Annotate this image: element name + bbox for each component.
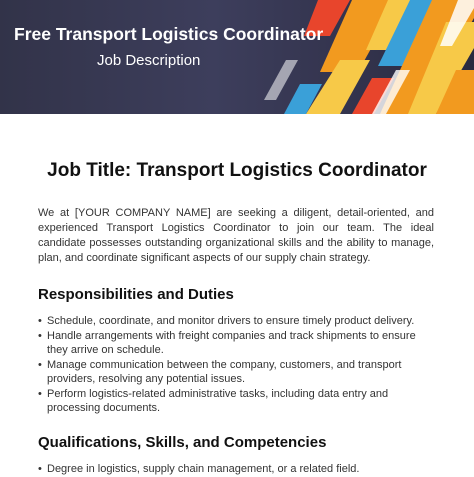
responsibilities-list — [38, 314, 434, 416]
responsibilities-heading: Responsibilities and Duties — [38, 286, 234, 303]
list-item — [38, 358, 434, 386]
list-item-text: Handle arrangements with freight companies and track shipments to ensure they arrive on schedule. — [47, 330, 416, 356]
bullet-icon: • — [38, 388, 42, 400]
bullet-icon: • — [38, 330, 42, 342]
qualifications-list — [38, 462, 434, 477]
header-banner — [0, 0, 474, 114]
list-item-text: Manage communication between the company, customers, and transport providers, resolving any potential issues. — [47, 359, 402, 385]
job-title-heading: Job Title: Transport Logistics Coordinator — [47, 160, 427, 181]
bullet-icon: • — [38, 315, 42, 327]
banner-title: Free Transport Logistics Coordinator — [14, 24, 324, 44]
qualifications-heading: Qualifications, Skills, and Competencies — [38, 434, 327, 451]
list-item — [38, 462, 434, 476]
banner-subtitle: Job Description — [97, 52, 201, 69]
bullet-icon: • — [38, 359, 42, 371]
banner-geometric-art — [0, 0, 474, 114]
list-item — [38, 329, 434, 357]
list-item-text: Perform logistics-related administrative tasks, including data entry and processing documents. — [47, 388, 389, 414]
intro-paragraph: We at [YOUR COMPANY NAME] are seeking a diligent, detail-oriented, and experienced Transport Logistics Coordinator to join our team. The ideal candidate possesses outstanding organizational skills and the ability to manage, plan, and coordinate significant aspects of our supply chain strategy. — [38, 207, 434, 264]
list-item — [38, 387, 434, 415]
list-item-text: Schedule, coordinate, and monitor drivers to ensure timely product delivery. — [47, 315, 415, 327]
bullet-icon: • — [38, 463, 42, 475]
list-item — [38, 314, 434, 328]
list-item-text: Degree in logistics, supply chain management, or a related field. — [47, 463, 360, 475]
